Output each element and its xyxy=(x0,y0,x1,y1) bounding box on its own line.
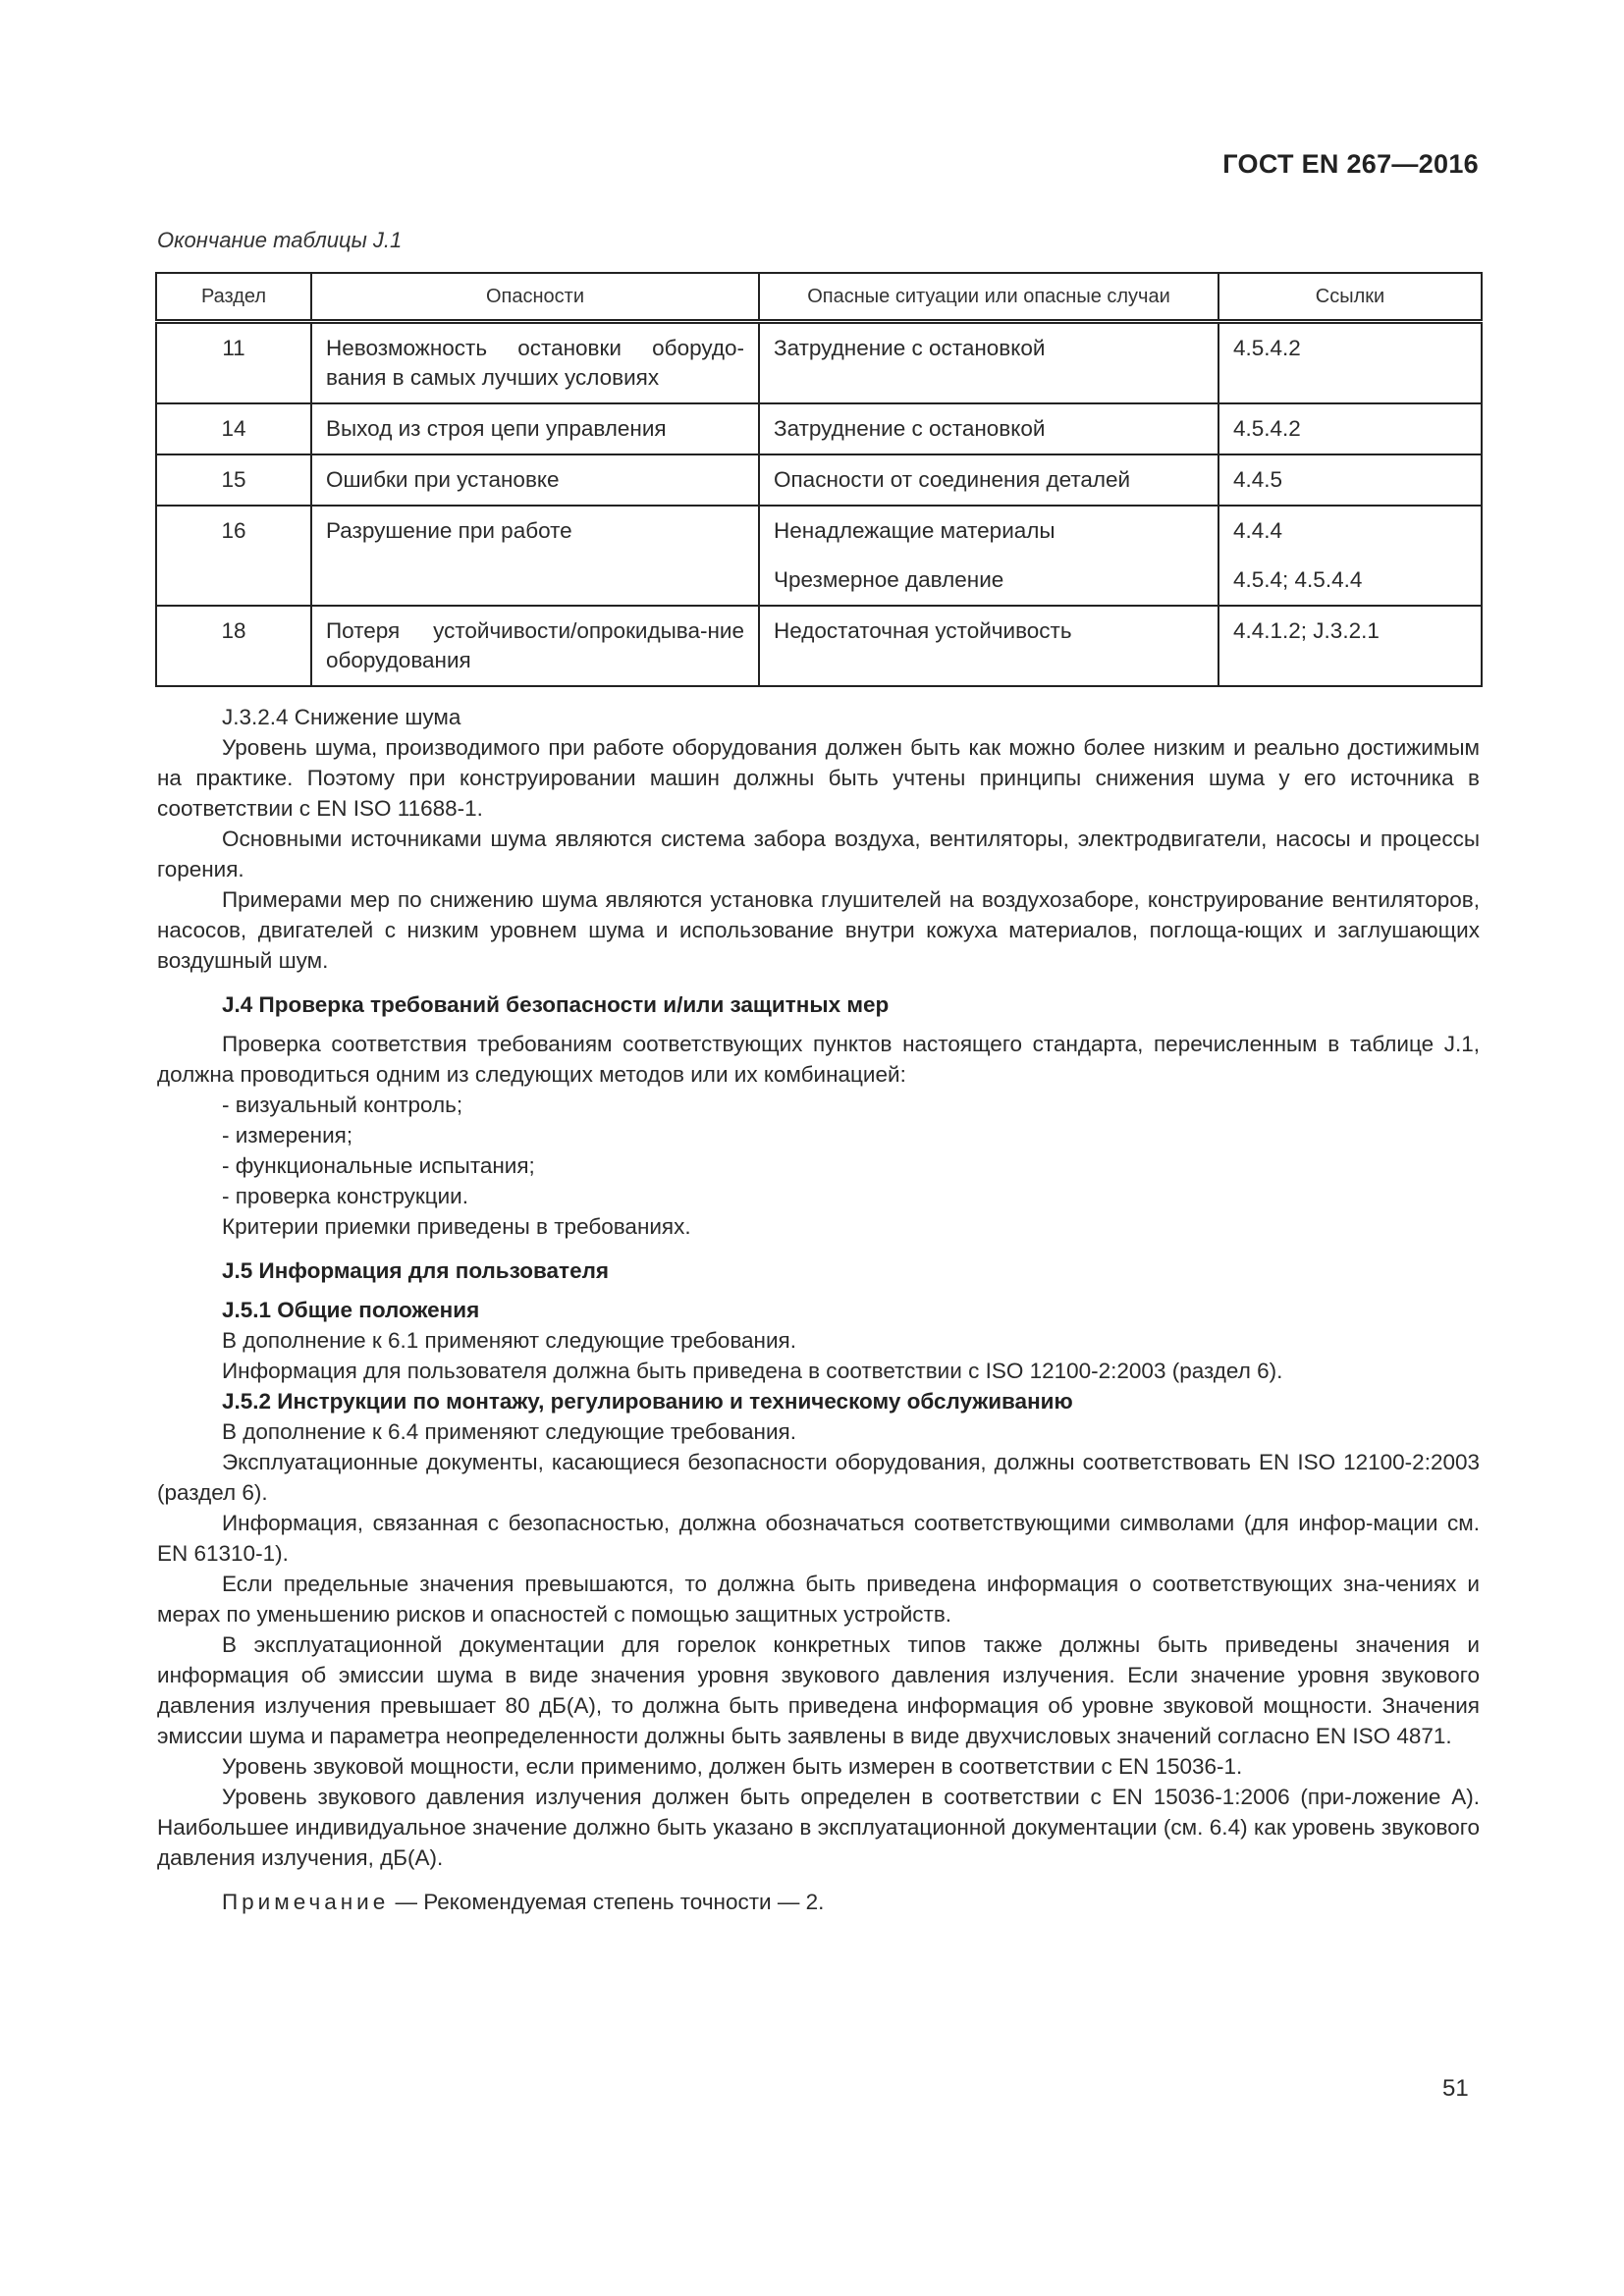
table-row xyxy=(156,403,1482,454)
table-row xyxy=(156,606,1482,686)
cell-situation xyxy=(759,322,1218,404)
cell-hazard: Ошибки при установке xyxy=(311,454,759,506)
section-title-j324: J.3.2.4 Снижение шума xyxy=(222,705,461,729)
list-item: - измерения; xyxy=(222,1123,353,1148)
table-header-row xyxy=(156,273,1482,322)
note xyxy=(157,1887,1480,1917)
reference-text: 4.5.4.2 xyxy=(1233,416,1301,441)
paragraph: Если предельные значения превышаются, то должна быть приведена информация о соответствующих зна-чениях и мерах по уменьшению рисков и опасностей с помощью защитных устройств. xyxy=(157,1572,1480,1627)
cell-hazard: Выход из строя цепи управления xyxy=(311,403,759,454)
paragraph: Информация для пользователя должна быть приведена в соответствии с ISO 12100-2:2003 (раздел 6). xyxy=(222,1359,1283,1383)
table-row xyxy=(156,506,1482,606)
cell-situation xyxy=(759,606,1218,686)
paragraph: В дополнение к 6.4 применяют следующие требования. xyxy=(222,1419,796,1444)
situation-text: Затруднение с остановкой xyxy=(774,336,1046,360)
cell-hazard: Потеря устойчивости/опрокидыва-ние оборудования xyxy=(311,606,759,686)
column-header-section: Раздел xyxy=(156,273,311,322)
list-item: - функциональные испытания; xyxy=(222,1153,535,1178)
paragraph: Уровень шума, производимого при работе оборудования должен быть как можно более низким и реально достижимым на практике. Поэтому при конструировании машин должны быть учтены принципы снижения шума у его источника в соответствии с EN ISO 11688-1. xyxy=(157,735,1480,821)
situation-text: Затруднение с остановкой xyxy=(774,416,1046,441)
paragraph: Примерами мер по снижению шума являются установка глушителей на воздухозаборе, конструирование вентиляторов, насосов, двигателей с низким уровнем шума и использование внутри кожуха материалов, поглоща-ющих и заглушающих воздушный шум. xyxy=(157,887,1480,973)
cell-hazard: Разрушение при работе xyxy=(311,506,759,606)
document-standard-header: ГОСТ EN 267—2016 xyxy=(1222,149,1479,179)
column-header-situations: Опасные ситуации или опасные случаи xyxy=(759,273,1218,322)
table-row xyxy=(156,322,1482,404)
paragraph: В эксплуатационной документации для горелок конкретных типов также должны быть приведены значения и информация об эмиссии шума в виде значения уровня звукового давления излучения. Если значение уровня звукового давления излучения превышает 80 дБ(А), то должна быть приведена информация об уровне звуковой мощности. Значения эмиссии шума и параметра неопределенности должны быть заявлены в виде двухчисловых значений согласно EN ISO 4871. xyxy=(157,1632,1480,1748)
note-text: — Рекомендуемая степень точности — 2. xyxy=(389,1890,825,1914)
cell-references xyxy=(1218,606,1482,686)
cell-section: 18 xyxy=(156,606,311,686)
section-heading-j5: J.5 Информация для пользователя xyxy=(222,1258,610,1283)
paragraph: Проверка соответствия требованиям соответствующих пунктов настоящего стандарта, перечисленным в таблице J.1, должна проводиться одним из следующих методов или их комбинацией: xyxy=(157,1032,1480,1087)
reference-text: 4.4.1.2; J.3.2.1 xyxy=(1233,618,1380,643)
cell-hazard: Невозможность остановки оборудо-вания в самых лучших условиях xyxy=(311,322,759,404)
situation-text: Ненадлежащие материалы xyxy=(774,518,1056,543)
note-label: Примечание xyxy=(222,1890,390,1914)
cell-situation xyxy=(759,506,1218,606)
paragraph: Эксплуатационные документы, касающиеся безопасности оборудования, должны соответствовать EN ISO 12100-2:2003 (раздел 6). xyxy=(157,1450,1480,1505)
hazards-table xyxy=(155,272,1483,687)
cell-references xyxy=(1218,403,1482,454)
paragraph: Уровень звуковой мощности, если применимо, должен быть измерен в соответствии с EN 15036-1. xyxy=(222,1754,1243,1779)
cell-references xyxy=(1218,454,1482,506)
list-item: - визуальный контроль; xyxy=(222,1093,463,1117)
paragraph: Уровень звукового давления излучения должен быть определен в соответствии с EN 15036-1:2006 (при-ложение А). Наибольшее индивидуальное значение должно быть указано в эксплуатационной документации (см. 6.4) как уровень звукового давления излучения, дБ(А). xyxy=(157,1785,1480,1870)
document-body xyxy=(157,702,1480,1917)
cell-references xyxy=(1218,322,1482,404)
reference-text: 4.4.4 xyxy=(1233,518,1283,543)
situation-text: Опасности от соединения деталей xyxy=(774,467,1131,492)
cell-references xyxy=(1218,506,1482,606)
reference-text: 4.5.4.2 xyxy=(1233,336,1301,360)
situation-text: Чрезмерное давление xyxy=(774,567,1004,592)
section-heading-j4: J.4 Проверка требований безопасности и/или защитных мер xyxy=(222,992,890,1017)
reference-text: 4.4.5 xyxy=(1233,467,1283,492)
section-heading-j51: J.5.1 Общие положения xyxy=(222,1298,480,1322)
situation-text: Недостаточная устойчивость xyxy=(774,618,1072,643)
reference-text: 4.5.4; 4.5.4.4 xyxy=(1233,567,1363,592)
cell-situation xyxy=(759,454,1218,506)
paragraph: В дополнение к 6.1 применяют следующие требования. xyxy=(222,1328,796,1353)
page-number: 51 xyxy=(1442,2075,1469,2102)
cell-section: 16 xyxy=(156,506,311,606)
paragraph: Информация, связанная с безопасностью, должна обозначаться соответствующими символами (для инфор-мации см. EN 61310-1). xyxy=(157,1511,1480,1566)
cell-section: 14 xyxy=(156,403,311,454)
cell-situation xyxy=(759,403,1218,454)
table-row xyxy=(156,454,1482,506)
column-header-hazards: Опасности xyxy=(311,273,759,322)
column-header-references: Ссылки xyxy=(1218,273,1482,322)
list-item: - проверка конструкции. xyxy=(222,1184,469,1208)
table-caption: Окончание таблицы J.1 xyxy=(157,228,403,252)
cell-section: 11 xyxy=(156,322,311,404)
cell-section: 15 xyxy=(156,454,311,506)
section-heading-j52: J.5.2 Инструкции по монтажу, регулированию и техническому обслуживанию xyxy=(222,1389,1073,1414)
paragraph: Основными источниками шума являются система забора воздуха, вентиляторы, электродвигатели, насосы и процессы горения. xyxy=(157,827,1480,881)
paragraph: Критерии приемки приведены в требованиях. xyxy=(222,1214,691,1239)
